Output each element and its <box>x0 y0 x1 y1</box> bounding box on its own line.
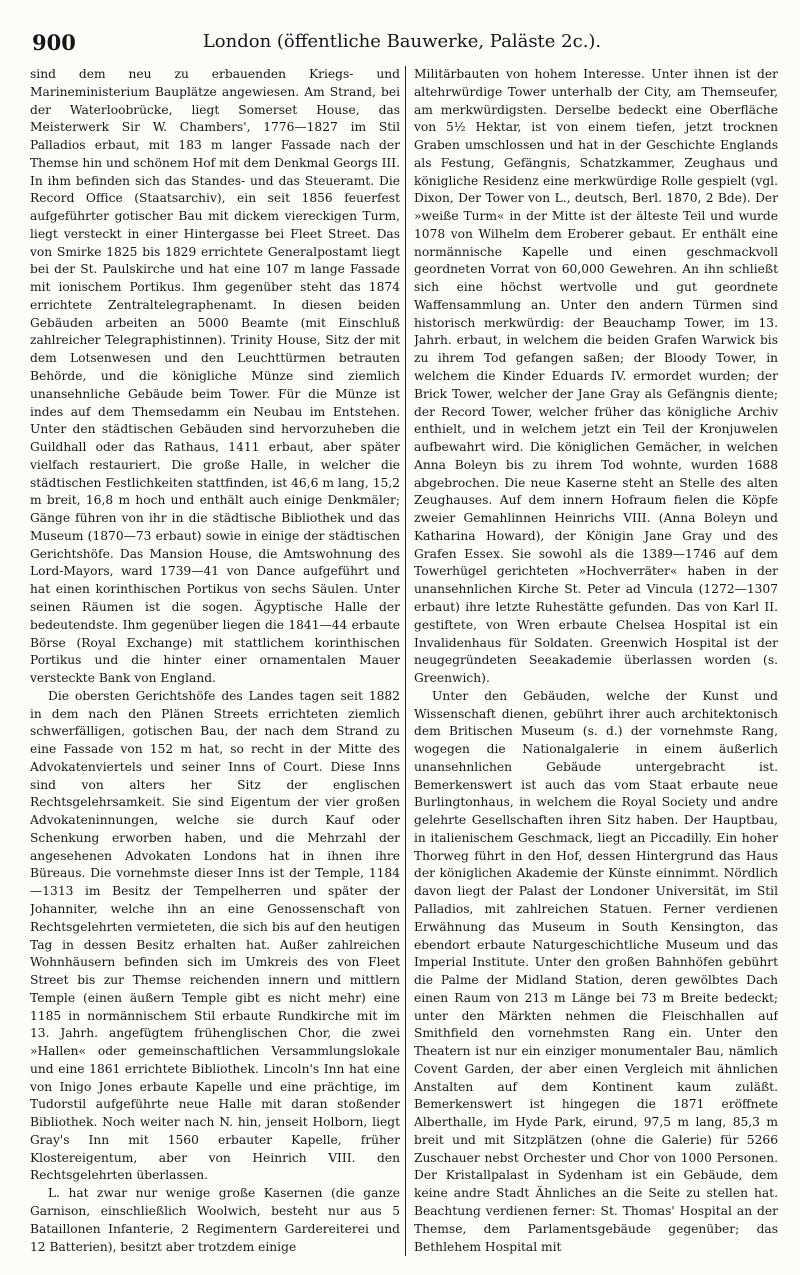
paragraph: sind dem neu zu erbauenden Kriegs- und Marineministerium Bauplätze angewiesen. Am Strand, bei der Waterloobrücke, liegt Somerset House, das Meisterwerk Sir W. Chambers', 1776—1827 im Stil Palladios erbaut, mit 183 m langer Fassade nach der Themse hin und schönem Hof mit dem Denkmal Georgs III. In ihm befinden sich das Standes- und das Steueramt. Die Record Office (Staatsarchiv), ein seit 1856 feuerfest aufgeführter gotischer Bau mit dickem viereckigen Turm, liegt versteckt in einer Hintergasse bei Fleet Street. Das von Smirke 1825 bis 1829 errichtete Generalpostamt liegt bei der St. Paulskirche und hat eine 107 m lange Fassade mit ionischem Portikus. Ihm gegenüber steht das 1874 errichtete Zentraltelegraphenamt. In diesen beiden Gebäuden arbeiten an 5000 Beamte (mit Einschluß zahlreicher Telegraphistinnen). Trinity House, Sitz der mit dem Lotsenwesen und den Leuchttürmen betrauten Behörde, und die königliche Münze sind ziemlich unansehnliche Gebäude beim Tower. Für die Münze ist indes auf dem Themsedamm ein Neubau im Entstehen. Unter den städtischen Gebäuden sind hervorzuheben die Guildhall oder das Rathaus, 1411 erbaut, aber später vielfach restauriert. Die große Halle, in welcher die städtischen Festlichkeiten stattfinden, ist 46,6 m lang, 15,2 m breit, 16,8 m hoch und enthält auch einige Denkmäler; Gänge führen von ihr in die städtische Bibliothek und das Museum (1870—73 erbaut) sowie in einige der städtischen Gerichtshöfe. Das Mansion House, die Amtswohnung des Lord-Mayors, ward 1739—41 von Dance aufgeführt und hat einen korinthischen Portikus von sechs Säulen. Unter seinen Räumen ist die sogen. Ägyptische Halle der bedeutendste. Ihm gegenüber liegen die 1841—44 erbaute Börse (Royal Exchange) mit stattlichem korinthischen Portikus und die hinter einer ornamentalen Mauer versteckte Bank von England. <box>30 67 400 686</box>
column-divider <box>405 66 406 1256</box>
paragraph: Unter den Gebäuden, welche der Kunst und Wissenschaft dienen, gebührt ihrer auch architektonisch dem Britischen Museum (s. d.) der vornehmste Rang, wogegen die Nationalgalerie in einem äußerlich unansehnlichen Gebäude untergebracht ist. Bemerkenswert ist auch das vom Staat erbaute neue Burlingtonhaus, in welchem die Royal Society und andre gelehrte Gesellschaften ihren Sitz haben. Der Hauptbau, in italienischem Geschmack, liegt an Piccadilly. Ein hoher Thorweg führt in den Hof, dessen Hintergrund das Haus der königlichen Akademie der Künste einnimmt. Nördlich davon liegt der Palast der Londoner Universität, im Stil Palladios, mit zahlreichen Statuen. Ferner verdienen Erwähnung das Museum in South Kensington, das ebendort erbaute Naturgeschichtliche Museum und das Imperial Institute. Unter den großen Bahnhöfen gebührt die Palme der Midland Station, deren gewölbtes Dach einen Raum von 213 m Länge bei 73 m Breite bedeckt; unter den Märkten nehmen die Fleischhallen auf Smithfield den vornehmsten Rang ein. Unter den Theatern ist nur ein einziger monumentaler Bau, nämlich Covent Garden, der aber einen Vergleich mit ähnlichen Anstalten auf dem Kontinent kaum zuläßt. Bemerkenswert ist hingegen die 1871 eröffnete Alberthalle, im Hyde Park, eirund, 97,5 m lang, 85,3 m breit und mit Sitzplätzen (ohne die Galerie) für 5266 Zuschauer nebst Orchester und Chor von 1000 Personen. Der Kristallpalast in Sydenham ist ein Gebäude, dem keine andre Stadt Ähnliches an die Seite zu stellen hat. Beachtung verdienen ferner: St. Thomas' Hospital an der Themse, dem Parlamentsgebäude gegenüber; das Bethlehem Hospital mit <box>414 688 778 1254</box>
left-column <box>30 66 400 1256</box>
page-header <box>28 28 776 58</box>
paragraph: Militärbauten von hohem Interesse. Unter ihnen ist der altehrwürdige Tower unterhalb der City, am Themseufer, am merkwürdigsten. Derselbe bedeckt eine Oberfläche von 5½ Hektar, ist von einem tiefen, jetzt trocknen Graben umschlossen und hat in der Geschichte Englands als Festung, Gefängnis, Schatzkammer, Zeughaus und königliche Residenz eine merkwürdige Rolle gespielt (vgl. Dixon, Der Tower von L., deutsch, Berl. 1870, 2 Bde). Der »weiße Turm« in der Mitte ist der älteste Teil und wurde 1078 von Wilhelm dem Eroberer gebaut. Er enthält eine normännische Kapelle und einen geschmackvoll geordneten Vorrat von 60,000 Gewehren. An ihn schließt sich eine höchst wertvolle und gut geordnete Waffensammlung an. Unter den andern Türmen sind historisch merkwürdig: der Beauchamp Tower, im 13. Jahrh. erbaut, in welchem die beiden Grafen Warwick bis zu ihrem Tod gefangen saßen; der Bloody Tower, in welchem die Kinder Eduards IV. ermordet wurden; der Brick Tower, welcher der Jane Gray als Gefängnis diente; der Record Tower, welcher früher das königliche Archiv enthielt, und in welchem jetzt ein Teil der Kronjuwelen aufbewahrt wird. Die königlichen Gemächer, in welchen Anna Boleyn bis zu ihrem Tod wohnte, wurden 1688 abgebrochen. Die neue Kaserne steht an Stelle des alten Zeughauses. Auf dem innern Hofraum fielen die Köpfe zweier Gemahlinnen Heinrichs VIII. (Anna Boleyn und Katharina Howard), der Königin Jane Gray und des Grafen Essex. Sie sowohl als die 1389—1746 auf dem Towerhügel gerichteten »Hochverräter« haben in der unansehnlichen Kirche St. Peter ad Vincula (1272—1307 erbaut) ihre letzte Ruhestätte gefunden. Das von Karl II. gestiftete, von Wren erbaute Chelsea Hospital ist ein Invalidenhaus für Soldaten. Greenwich Hospital ist der neugegründeten Seeakademie überlassen worden (s. Greenwich). <box>414 67 778 686</box>
paragraph: L. hat zwar nur wenige große Kasernen (die ganze Garnison, einschließlich Woolwich, besteht nur aus 5 Bataillonen Infanterie, 2 Regimentern Gardereiterei und 12 Batterien), besitzt aber trotzdem einige <box>30 1186 400 1254</box>
paragraph: Die obersten Gerichtshöfe des Landes tagen seit 1882 in dem nach den Plänen Streets errichteten ziemlich schwerfälligen, gotischen Bau, der nach dem Strand zu eine Fassade von 152 m hat, so recht in der Mitte des Advokatenviertels und seiner Inns of Court. Diese Inns sind von alters her Sitz der englischen Rechtsgelehrsamkeit. Sie sind Eigentum der vier großen Advokateninnungen, welche sie durch Kauf oder Schenkung erworben haben, und die Mehrzahl der angesehenen Advokaten Londons hat in ihnen ihre Büreaus. Die vornehmste dieser Inns ist der Temple, 1184—1313 im Besitz der Tempelherren und später der Johanniter, welche ihn an eine Genossenschaft von Rechtsgelehrten vermieteten, die sich bis auf den heutigen Tag in dessen Besitz erhalten hat. Außer zahlreichen Wohnhäusern befinden sich im Umkreis des von Fleet Street bis zur Themse reichenden innern und mittlern Temple (einen äußern Temple gibt es nicht mehr) eine 1185 in normännischem Stil erbaute Rundkirche mit im 13. Jahrh. angefügtem frühenglischen Chor, die zwei »Hallen« oder gemeinschaftlichen Versammlungslokale und eine 1861 errichtete Bibliothek. Lincoln's Inn hat eine von Inigo Jones erbaute Kapelle und eine prächtige, im Tudorstil aufgeführte neue Halle mit daran stoßender Bibliothek. Noch weiter nach N. hin, jenseit Holborn, liegt Gray's Inn mit 1560 erbauter Kapelle, früher Klostereigentum, aber von Heinrich VIII. den Rechtsgelehrten überlassen. <box>30 688 400 1183</box>
running-title: London (öffentliche Bauwerke, Paläste 2c.). <box>202 31 602 52</box>
page-number: 900 <box>32 30 76 55</box>
right-column <box>414 66 778 1256</box>
